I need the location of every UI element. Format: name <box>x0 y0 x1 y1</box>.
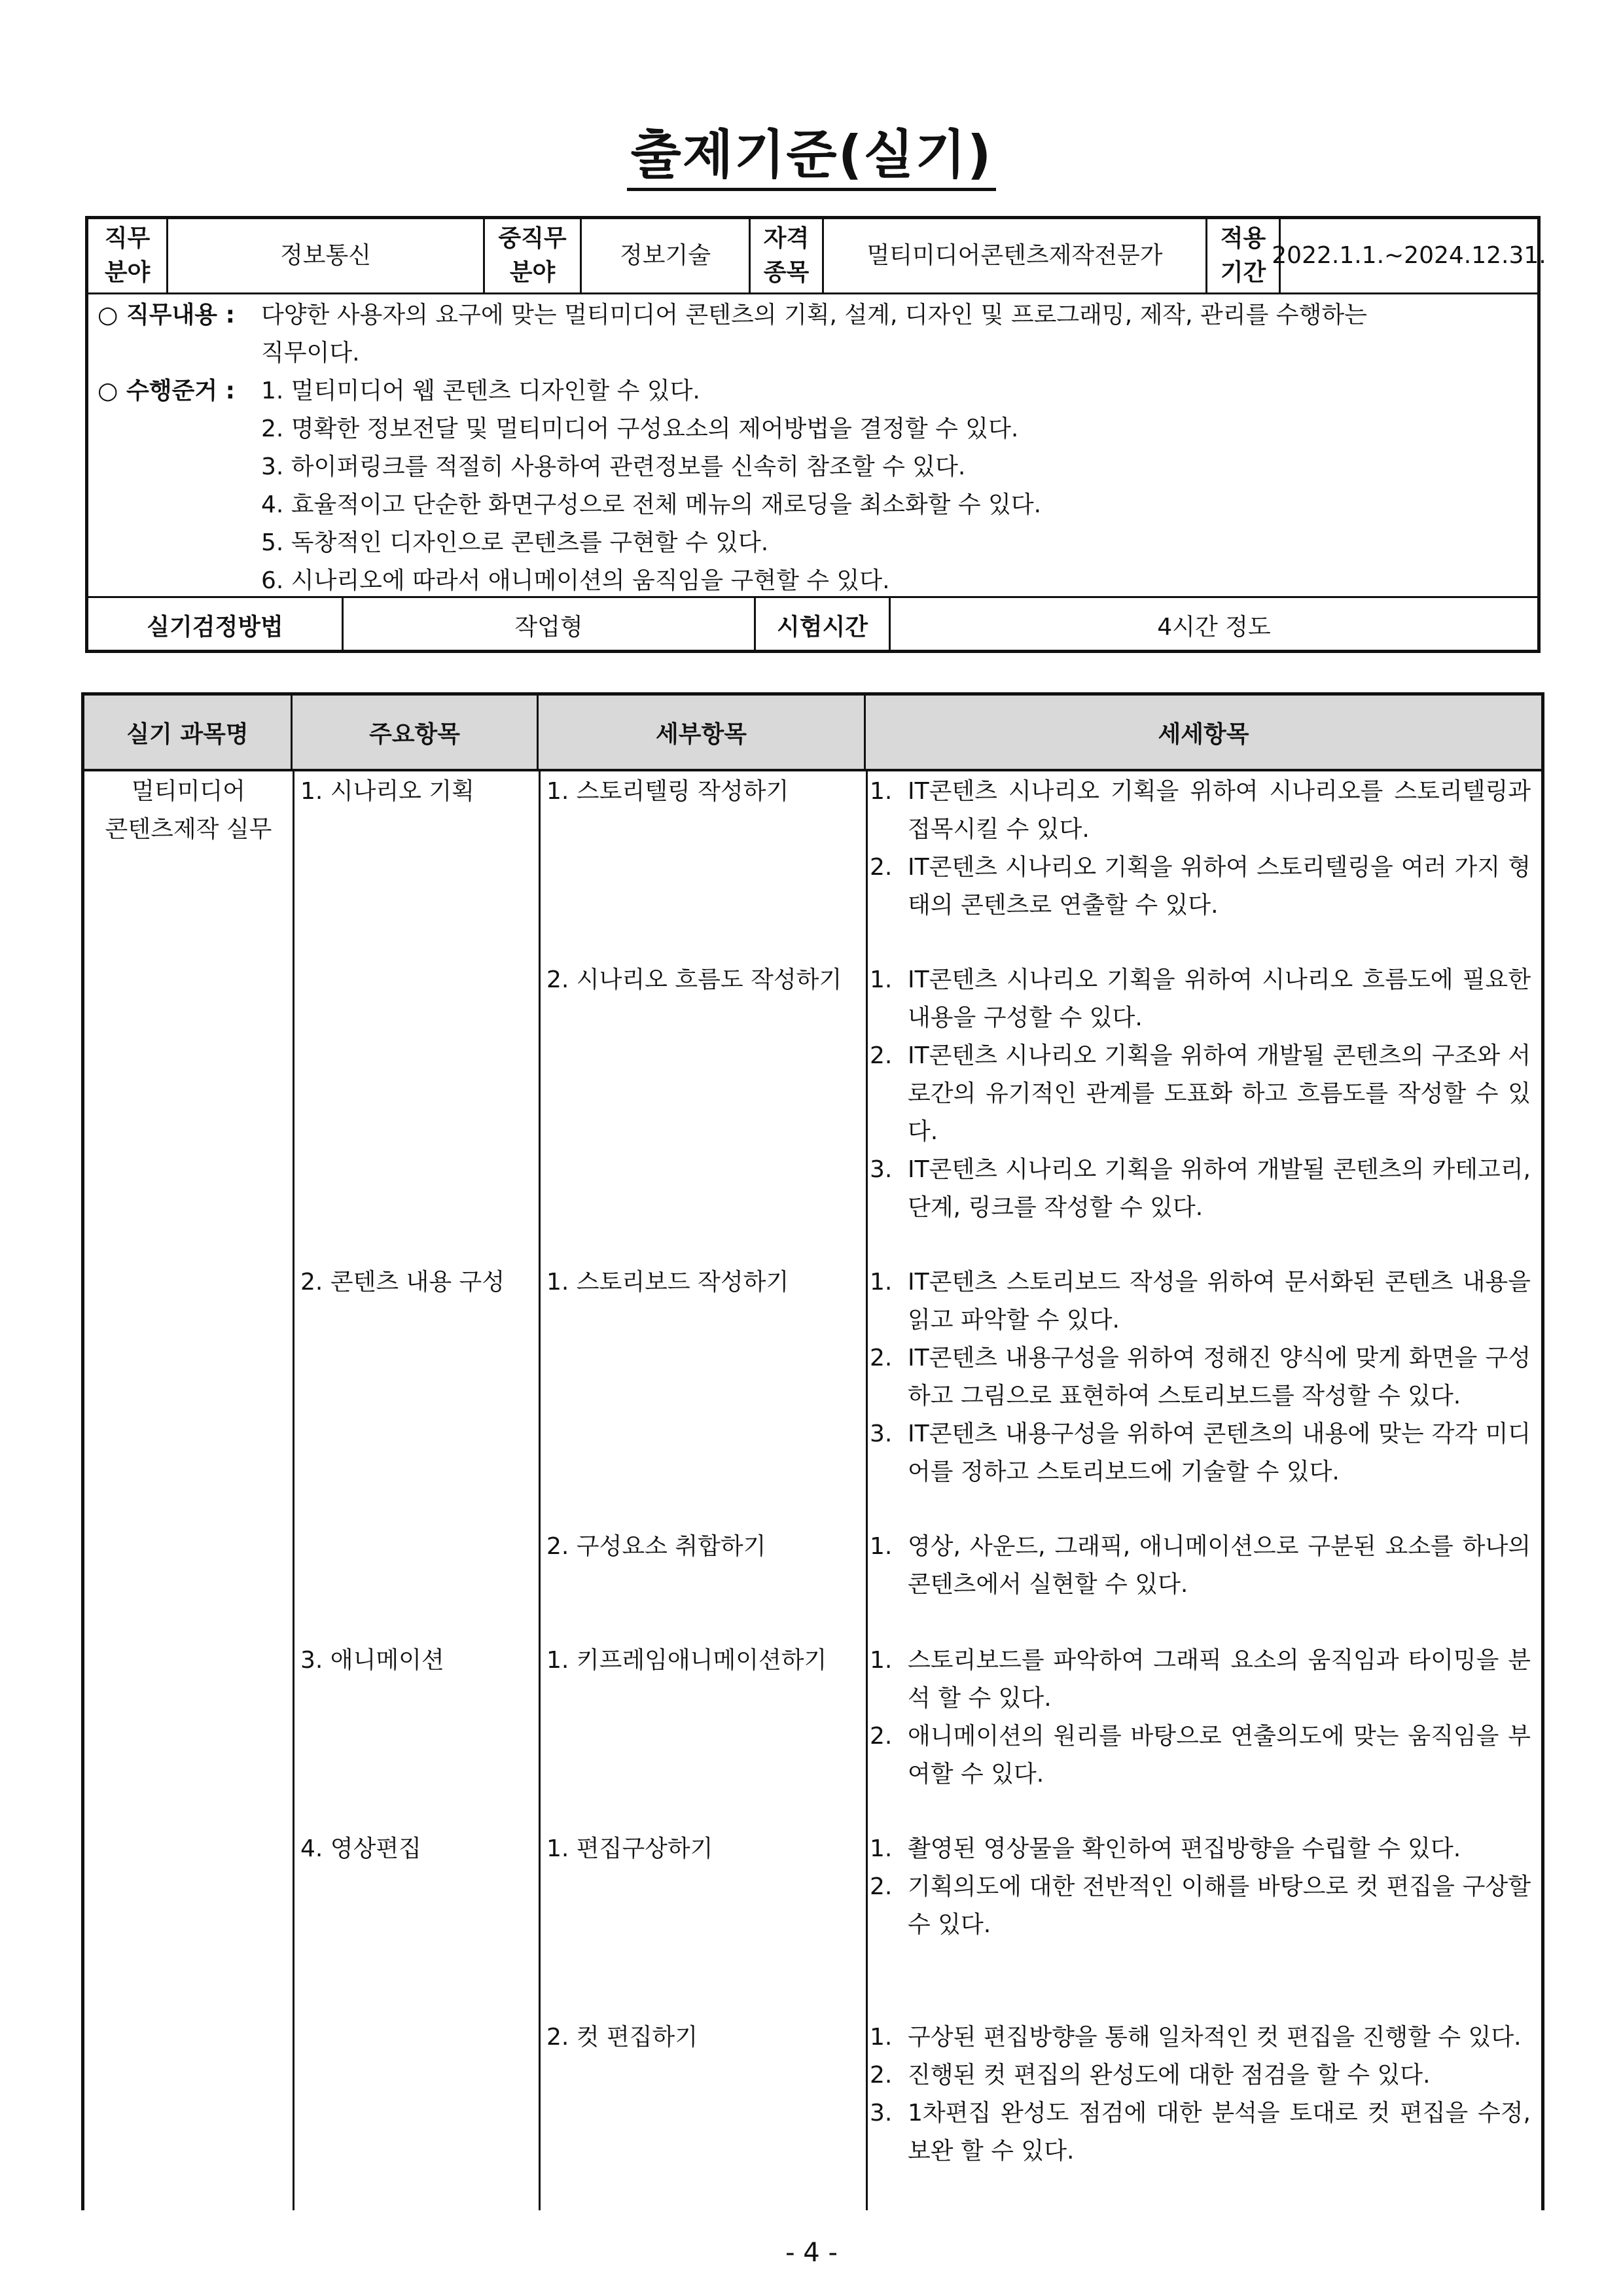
sub-item: 2. 시나리오 흐름도 작성하기 <box>546 966 842 993</box>
detail-item: 2. 애니메이션의 원리를 바탕으로 연출의도에 맞는 움직임을 부여할 수 있다. <box>870 1723 1531 1788</box>
criteria-item: 3. 하이퍼링크를 적절히 사용하여 관련정보를 신속히 참조할 수 있다. <box>261 453 966 480</box>
method-label: 실기검정방법 <box>88 598 344 652</box>
detail-item: 2. IT콘텐츠 시나리오 기획을 위하여 개발될 콘텐츠의 구조와 서로간의 유기적인 관계를 도표화 하고 흐름도를 작성할 수 있다. <box>870 1042 1531 1145</box>
sub-item: 1. 키프레임애니메이션하기 <box>546 1647 827 1674</box>
detail-item: 1. 구상된 편집방향을 통해 일차적인 컷 편집을 진행할 수 있다. <box>870 2024 1522 2051</box>
page-number: - 4 - <box>785 2238 838 2268</box>
column-divider <box>293 771 294 2210</box>
detail-list <box>870 961 1531 1227</box>
sub-item: 1. 편집구상하기 <box>546 1835 713 1862</box>
sub-field-label: 중직무 분야 <box>485 219 582 292</box>
criteria-label: ○ 수행준거 : <box>98 378 235 404</box>
duty-label: ○ 직무내용 : <box>98 302 235 328</box>
detail-item: 1. IT콘텐츠 스토리보드 작성을 위하여 문서화된 콘텐츠 내용을 읽고 파악할 수 있다. <box>870 1269 1531 1333</box>
page-title: 출제기준(실기) <box>0 113 1623 188</box>
job-field-label: 직무 분야 <box>88 219 168 292</box>
criteria-item: 2. 명확한 정보전달 및 멀티미디어 구성요소의 제어방법을 결정할 수 있다. <box>261 415 1019 442</box>
criteria-item: 6. 시나리오에 따라서 애니메이션의 움직임을 구현할 수 있다. <box>261 567 890 594</box>
duty-text-line2: 직무이다. <box>261 340 360 366</box>
detail-item: 1. IT콘텐츠 시나리오 기획을 위하여 시나리오를 스토리텔링과 접목시킬 수 있다. <box>870 778 1531 843</box>
detail-item: 2. 진행된 컷 편집의 완성도에 대한 점검을 할 수 있다. <box>870 2062 1431 2089</box>
header-sub-item: 세부항목 <box>539 696 866 769</box>
period-label: 적용 기간 <box>1207 219 1281 292</box>
sub-item: 2. 구성요소 취합하기 <box>546 1533 766 1560</box>
job-field-value: 정보통신 <box>168 219 485 292</box>
main-item: 3. 애니메이션 <box>300 1647 444 1674</box>
detail-item: 2. IT콘텐츠 시나리오 기획을 위하여 스토리텔링을 여러 가지 형태의 콘텐츠로 연출할 수 있다. <box>870 854 1531 919</box>
detail-item: 1. 촬영된 영상물을 확인하여 편집방향을 수립할 수 있다. <box>870 1835 1461 1862</box>
period-value: 2022.1.1.~2024.12.31. <box>1272 242 1546 269</box>
sub-item: 1. 스토리보드 작성하기 <box>546 1269 789 1296</box>
main-item: 1. 시나리오 기획 <box>300 778 474 805</box>
detail-list <box>870 1830 1531 1944</box>
detail-item: 3. 1차편집 완성도 점검에 대한 분석을 토대로 컷 편집을 수정, 보완 할 수 있다. <box>870 2100 1531 2164</box>
table-header-row <box>84 696 1541 771</box>
detail-list <box>870 2019 1531 2170</box>
detail-item: 1. 영상, 사운드, 그래픽, 애니메이션으로 구분된 요소를 하나의 콘텐츠에서 실현할 수 있다. <box>870 1533 1531 1598</box>
sub-item: 1. 스토리텔링 작성하기 <box>546 778 789 805</box>
subject-name: 멀티미디어 콘텐츠제작 실무 <box>105 778 272 843</box>
exam-info-header-row <box>88 219 1546 294</box>
detail-list <box>870 1642 1531 1793</box>
detail-item: 2. IT콘텐츠 내용구성을 위하여 정해진 양식에 맞게 화면을 구성하고 그림으로 표현하여 스토리보드를 작성할 수 있다. <box>870 1345 1531 1409</box>
detail-item: 1. 스토리보드를 파악하여 그래픽 요소의 움직임과 타이밍을 분석 할 수 있다. <box>870 1647 1531 1712</box>
criteria-item: 1. 멀티미디어 웹 콘텐츠 디자인할 수 있다. <box>261 378 700 404</box>
header-detail-item: 세세항목 <box>1158 720 1249 748</box>
header-main-item: 주요항목 <box>293 696 539 769</box>
method-value: 작업형 <box>344 598 756 652</box>
column-divider <box>539 771 541 2210</box>
detail-item: 3. IT콘텐츠 내용구성을 위하여 콘텐츠의 내용에 맞는 각각 미디어를 정하고 스토리보드에 기술할 수 있다. <box>870 1421 1531 1485</box>
detail-item: 1. IT콘텐츠 시나리오 기획을 위하여 시나리오 흐름도에 필요한 내용을 구성할 수 있다. <box>870 966 1531 1031</box>
duty-text-line1: 다양한 사용자의 요구에 맞는 멀티미디어 콘텐츠의 기획, 설계, 디자인 및 프로그래밍, 제작, 관리를 수행하는 <box>261 302 1367 328</box>
detail-item: 2. 기획의도에 대한 전반적인 이해를 바탕으로 컷 편집을 구상할 수 있다. <box>870 1873 1531 1938</box>
exam-method-row <box>88 596 1537 652</box>
column-divider <box>866 771 868 2210</box>
criteria-table <box>81 692 1544 2210</box>
time-label: 시험시간 <box>756 598 891 652</box>
sub-field-value: 정보기술 <box>582 219 751 292</box>
header-subject: 실기 과목명 <box>84 696 293 769</box>
exam-info-box <box>85 216 1546 653</box>
detail-list <box>870 773 1531 925</box>
main-item: 4. 영상편집 <box>300 1835 421 1862</box>
detail-list <box>870 1528 1531 1604</box>
detail-list <box>870 1263 1531 1491</box>
main-item: 2. 콘텐츠 내용 구성 <box>300 1269 505 1296</box>
cert-label: 자격 종목 <box>751 219 824 292</box>
detail-item: 3. IT콘텐츠 시나리오 기획을 위하여 개발될 콘텐츠의 카테고리, 단계, 링크를 작성할 수 있다. <box>870 1156 1531 1221</box>
criteria-item: 5. 독창적인 디자인으로 콘텐츠를 구현할 수 있다. <box>261 529 769 556</box>
sub-item: 2. 컷 편집하기 <box>546 2024 698 2051</box>
criteria-item: 4. 효율적이고 단순한 화면구성으로 전체 메뉴의 재로딩을 최소화할 수 있다. <box>261 491 1042 518</box>
time-value: 4시간 정도 <box>1157 613 1271 641</box>
cert-value: 멀티미디어콘텐츠제작전문가 <box>824 219 1207 292</box>
